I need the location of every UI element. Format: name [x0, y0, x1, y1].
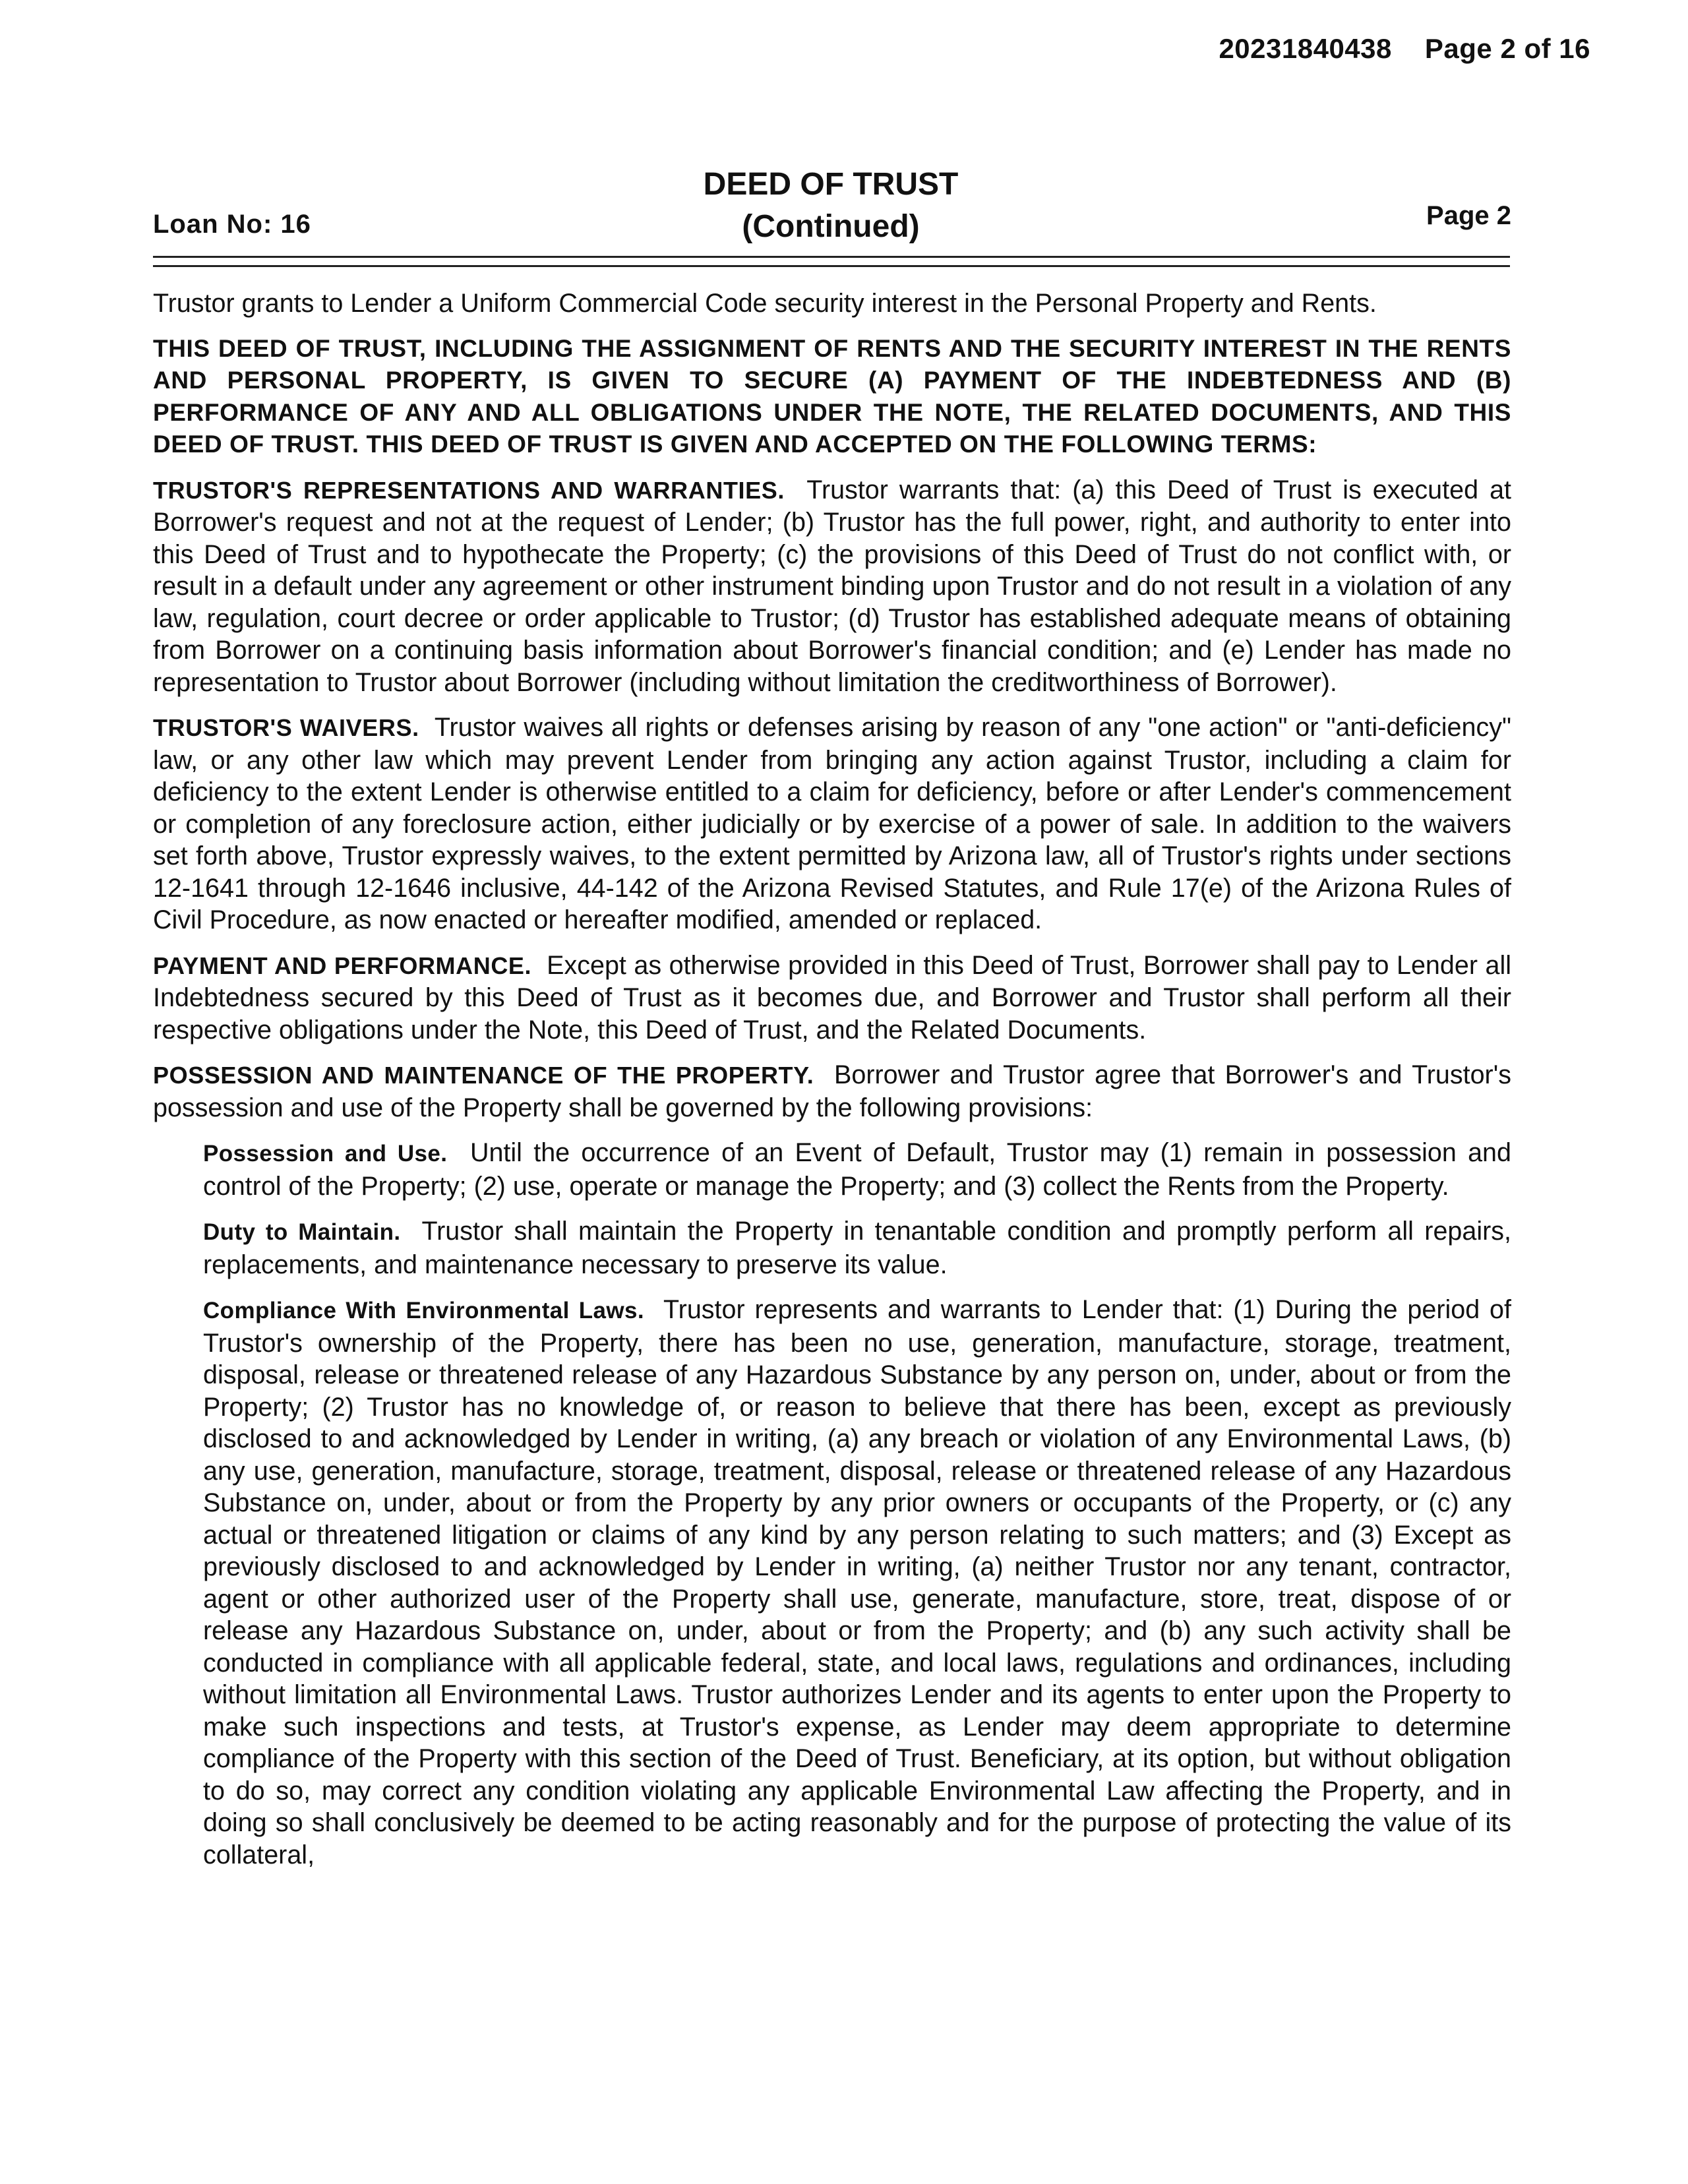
title-line-2: (Continued)	[742, 209, 920, 244]
document-title	[0, 164, 1662, 248]
recording-number: 20231840438	[1219, 33, 1392, 64]
recording-header	[1219, 33, 1590, 65]
possession-heading: POSSESSION AND MAINTENANCE OF THE PROPERTY.	[153, 1062, 814, 1089]
duty-maintain-text: Trustor shall maintain the Property in tenantable condition and promptly perform all repairs, replacements, and maintenance necessary to preserve its value.	[203, 1217, 1511, 1279]
title-line-1: DEED OF TRUST	[703, 167, 959, 202]
secure-clause-paragraph: THIS DEED OF TRUST, INCLUDING THE ASSIGNMENT OF RENTS AND THE SECURITY INTEREST IN THE RENTS AND PERSONAL PROPERTY, IS GIVEN TO SECURE (A) PAYMENT OF THE INDEBTEDNESS AND (B) PERFORMANCE OF ANY AND ALL OBLIGATIONS UNDER THE NOTE, THE RELATED DOCUMENTS, AND THIS DEED OF TRUST. THIS DEED OF TRUST IS GIVEN AND ACCEPTED ON THE FOLLOWING TERMS:	[153, 334, 1511, 458]
duty-maintain-subsection	[153, 1215, 1511, 1281]
possession-text: Borrower and Trustor agree that Borrower's and Trustor's possession and use of the Property shall be governed by the following provisions:	[153, 1060, 1511, 1122]
header-divider-bottom	[153, 265, 1510, 267]
environmental-text: Trustor represents and warrants to Lender that: (1) During the period of Trustor's ownership of the Property, there has been no use, generation, manufacture, storage, treatment, disposal, release or threatened release of any Hazardous Substance by any person on, under, about or from the Property; (2) Trustor has no knowledge of, or reason to believe that there has been, except as previously disclosed to and acknowledged by Lender in writing, (a) any breach or violation of any Environmental Laws, (b) any use, generation, manufacture, storage, treatment, disposal, release or threatened release of any Hazardous Substance on, under, about or from the Property by any prior owners or occupants of the Property, or (c) any actual or threatened litigation or claims of any kind by any person relating to such matters; and (3) Except as previously disclosed to and acknowledged by Lender in writing, (a) neither Trustor nor any tenant, contractor, agent or other authorized user of the Property shall use, generate, manufacture, store, treat, dispose of or release any Hazardous Substance on, under, about or from the Property; and (b) any such activity shall be conducted in compliance with all applicable federal, state, and local laws, regulations and ordinances, including without limitation all Environmental Laws. Trustor authorizes Lender and its agents to enter upon the Property to make such inspections and tests, at Trustor's expense, as Lender may deem appropriate to determine compliance of the Property with this section of the Deed of Trust. Beneficiary, at its option, but without obligation to do so, may correct any condition violating any applicable Environmental Law affecting the Property, and in doing so shall conclusively be deemed to be acting reasonably and for the purpose of protecting the value of its collateral,	[203, 1295, 1511, 1869]
loan-number: Loan No: 16	[153, 210, 311, 239]
representations-section	[153, 474, 1511, 699]
waivers-heading: TRUSTOR'S WAIVERS.	[153, 714, 419, 741]
possession-use-heading: Possession and Use.	[203, 1141, 448, 1167]
page-number: Page 2	[1426, 201, 1511, 230]
representations-heading: TRUSTOR'S REPRESENTATIONS AND WARRANTIES.	[153, 476, 785, 504]
payment-section	[153, 950, 1511, 1046]
waivers-text: Trustor waives all rights or defenses arising by reason of any "one action" or "anti-deficiency" law, or any other law which may prevent Lender from bringing any action against Trustor, including a claim for deficiency to the extent Lender is otherwise entitled to a claim for deficiency, before or after Lender's commencement or completion of any foreclosure action, either judicially or by exercise of a power of sale. In addition to the waivers set forth above, Trustor expressly waives, to the extent permitted by Arizona law, all of Trustor's rights under sections 12-1641 through 12-1646 inclusive, 44-142 of the Arizona Revised Statutes, and Rule 17(e) of the Arizona Rules of Civil Procedure, as now enacted or hereafter modified, amended or replaced.	[153, 713, 1511, 934]
duty-maintain-heading: Duty to Maintain.	[203, 1219, 401, 1245]
header-divider-top	[153, 256, 1510, 258]
waivers-section	[153, 712, 1511, 936]
document-body	[153, 288, 1511, 1871]
representations-text: Trustor warrants that: (a) this Deed of Trust is executed at Borrower's request and not at the request of Lender; (b) Trustor has the full power, right, and authority to enter into this Deed of Trust and to hypothecate the Property; (c) the provisions of this Deed of Trust do not conflict with, or result in a default under any agreement or other instrument binding upon Trustor and do not result in a violation of any law, regulation, court decree or order applicable to Trustor; (d) Trustor has established adequate means of obtaining from Borrower on a continuing basis information about Borrower's financial condition; and (e) Lender has made no representation to Trustor about Borrower (including without limitation the creditworthiness of Borrower).	[153, 475, 1512, 697]
environmental-subsection	[153, 1294, 1511, 1871]
possession-use-text: Until the occurrence of an Event of Default, Trustor may (1) remain in possession and control of the Property; (2) use, operate or manage the Property; and (3) collect the Rents from the Property.	[203, 1138, 1511, 1201]
payment-text: Except as otherwise provided in this Deed of Trust, Borrower shall pay to Lender all Indebtedness secured by this Deed of Trust as it becomes due, and Borrower and Trustor shall perform all their respective obligations under the Note, this Deed of Trust, and the Related Documents.	[153, 950, 1511, 1045]
environmental-heading: Compliance With Environmental Laws.	[203, 1298, 645, 1323]
recording-page-count: Page 2 of 16	[1424, 33, 1590, 64]
payment-heading: PAYMENT AND PERFORMANCE.	[153, 952, 532, 979]
possession-section	[153, 1059, 1511, 1124]
intro-paragraph: Trustor grants to Lender a Uniform Commercial Code security interest in the Personal Property and Rents.	[153, 289, 1377, 318]
possession-use-subsection	[153, 1137, 1511, 1202]
